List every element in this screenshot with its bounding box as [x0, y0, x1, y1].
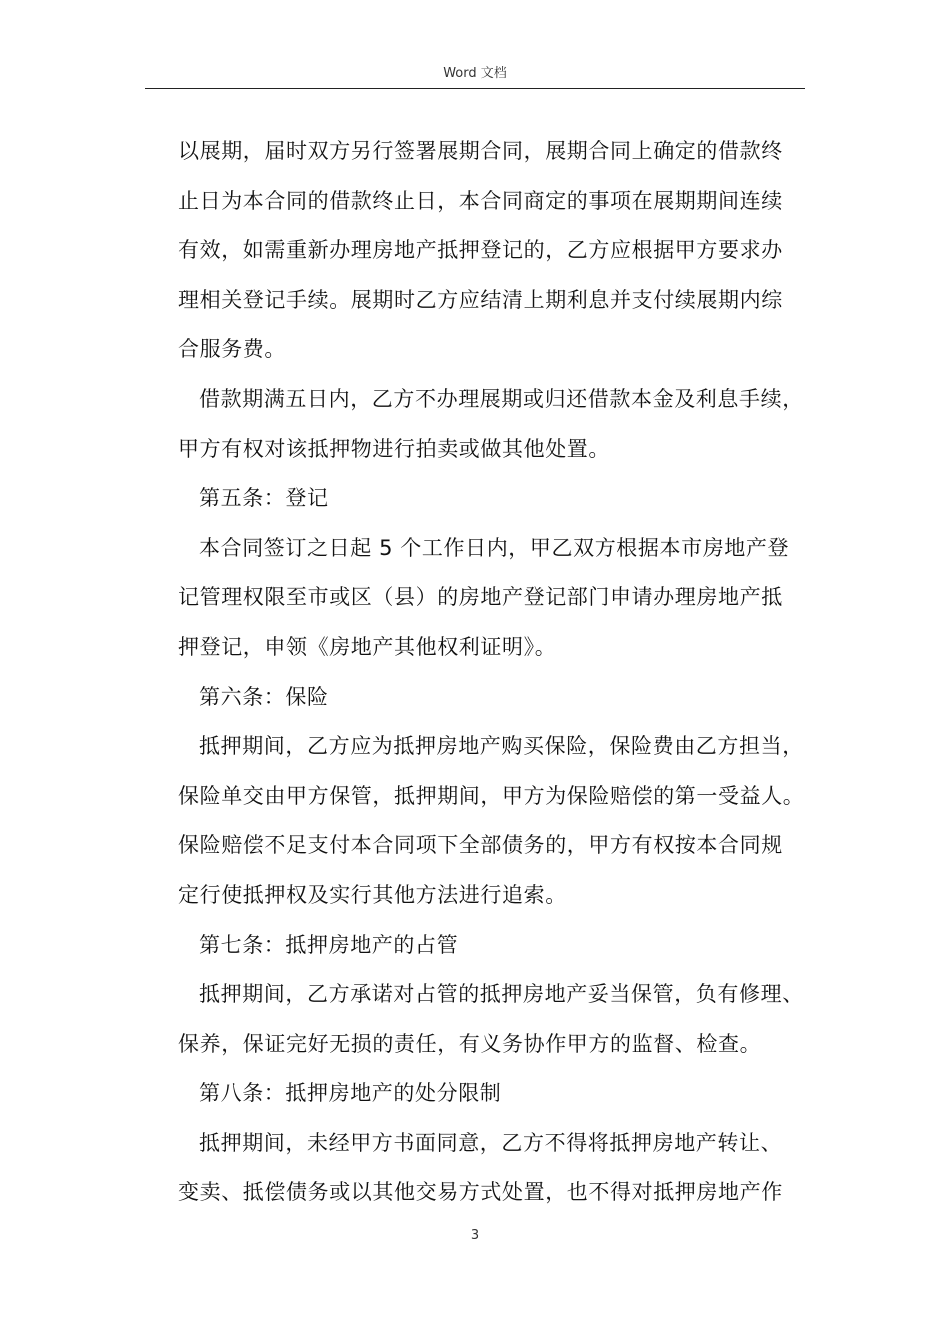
text-line: 记管理权限至市或区（县）的房地产登记部门申请办理房地产抵 — [178, 585, 783, 610]
text-line: 保险单交由甲方保管，抵押期间，甲方为保险赔偿的第一受益人。 — [178, 783, 805, 808]
text-line: 理相关登记手续。展期时乙方应结清上期利息并支付续展期内综 — [178, 287, 783, 312]
header-title: Word 文档 — [443, 66, 507, 81]
text-line: 保险赔偿不足支付本合同项下全部债务的，甲方有权按本合同规 — [178, 833, 783, 858]
text-line: 合服务费。 — [178, 337, 286, 362]
section-heading: 第七条：抵押房地产的占管 — [199, 932, 459, 957]
text-line: 本合同签订之日起 5 个工作日内，甲乙双方根据本市房地产登 — [199, 535, 790, 560]
text-line: 定行使抵押权及实行其他方法进行追索。 — [178, 882, 567, 907]
page-number: 3 — [470, 1228, 480, 1243]
section-heading: 第五条：登记 — [199, 486, 329, 511]
text-line: 抵押期间，乙方承诺对占管的抵押房地产妥当保管，负有修理、 — [199, 982, 804, 1007]
text-line: 有效，如需重新办理房地产抵押登记的，乙方应根据甲方要求办 — [178, 238, 783, 263]
document-body — [178, 127, 808, 1218]
section-heading: 第八条：抵押房地产的处分限制 — [199, 1081, 502, 1106]
text-line: 借款期满五日内，乙方不办理展期或归还借款本金及利息手续， — [199, 386, 804, 411]
text-line: 以展期，届时双方另行签署展期合同，展期合同上确定的借款终 — [178, 139, 783, 163]
text-line: 抵押期间，未经甲方书面同意，乙方不得将抵押房地产转让、 — [199, 1130, 783, 1155]
page-header — [145, 62, 805, 89]
text-line: 止日为本合同的借款终止日，本合同商定的事项在展期期间连续 — [178, 188, 783, 213]
text-line: 变卖、抵偿债务或以其他交易方式处置，也不得对抵押房地产作 — [178, 1180, 783, 1205]
section-heading: 第六条：保险 — [199, 684, 329, 709]
text-line: 抵押期间，乙方应为抵押房地产购买保险，保险费由乙方担当， — [199, 734, 804, 759]
text-line: 押登记，申领《房地产其他权利证明》。 — [178, 634, 557, 659]
text-line: 甲方有权对该抵押物进行拍卖或做其他处置。 — [178, 436, 610, 461]
text-line: 保养，保证完好无损的责任，有义务协作甲方的监督、检查。 — [178, 1031, 762, 1056]
